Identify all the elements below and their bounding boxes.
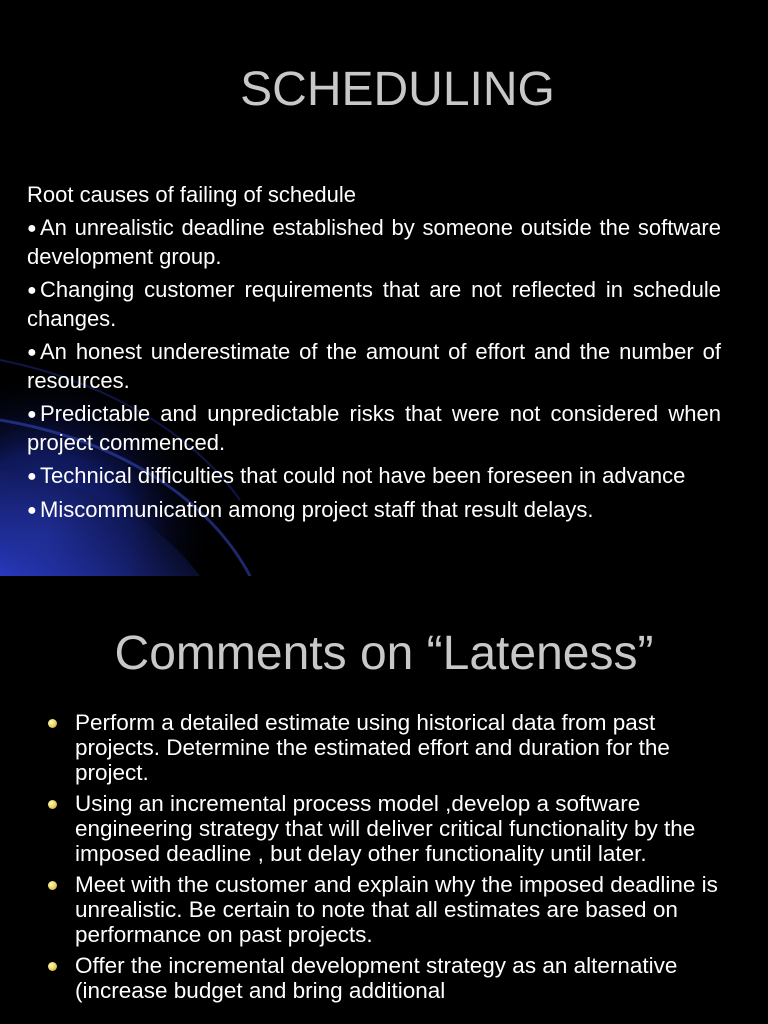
- slide-title: Comments on “Lateness”: [114, 627, 654, 680]
- list-item: Offer the incremental development strategy as an alternative (increase budget and bring additional: [46, 953, 746, 1003]
- bullet-icon: ●: [27, 344, 37, 361]
- intro-text: Root causes of failing of schedule: [27, 182, 356, 207]
- bullet-icon: [48, 800, 57, 809]
- list-item: Meet with the customer and explain why the imposed deadline is unrealistic. Be certain to note that all estimates are based on performance on past projects.: [46, 872, 746, 947]
- list-item: ● An honest underestimate of the amount of effort and the number of resources.: [27, 339, 721, 393]
- list-item: ● Miscommunication among project staff that result delays.: [27, 496, 721, 525]
- bullet-icon: ●: [27, 468, 37, 485]
- bullet-icon: [48, 881, 57, 890]
- list-item: ● Changing customer requirements that are not reflected in schedule changes.: [27, 277, 721, 331]
- bullet-icon: ●: [27, 220, 37, 237]
- bullet-icon: ●: [27, 282, 37, 299]
- bullet-icon: ●: [27, 406, 37, 423]
- slide-body: [27, 181, 721, 530]
- slide-comments-on-lateness: [0, 576, 768, 1024]
- list-item: ● An unrealistic deadline established by someone outside the software development group.: [27, 215, 721, 269]
- list-item: Perform a detailed estimate using historical data from past projects. Determine the estimated effort and duration for the project.: [46, 710, 746, 785]
- list-item: ● Technical difficulties that could not have been foreseen in advance: [27, 462, 721, 491]
- bullet-icon: ●: [27, 502, 37, 519]
- slide-title: SCHEDULING: [240, 63, 555, 116]
- bullet-icon: [48, 719, 57, 728]
- list-item: Using an incremental process model ,develop a software engineering strategy that will deliver critical functionality by the imposed deadline , but delay other functionality until later.: [46, 791, 746, 866]
- bullet-icon: [48, 962, 57, 971]
- slide-body: [46, 710, 746, 1009]
- list-item: ● Predictable and unpredictable risks that were not considered when project commenced.: [27, 401, 721, 455]
